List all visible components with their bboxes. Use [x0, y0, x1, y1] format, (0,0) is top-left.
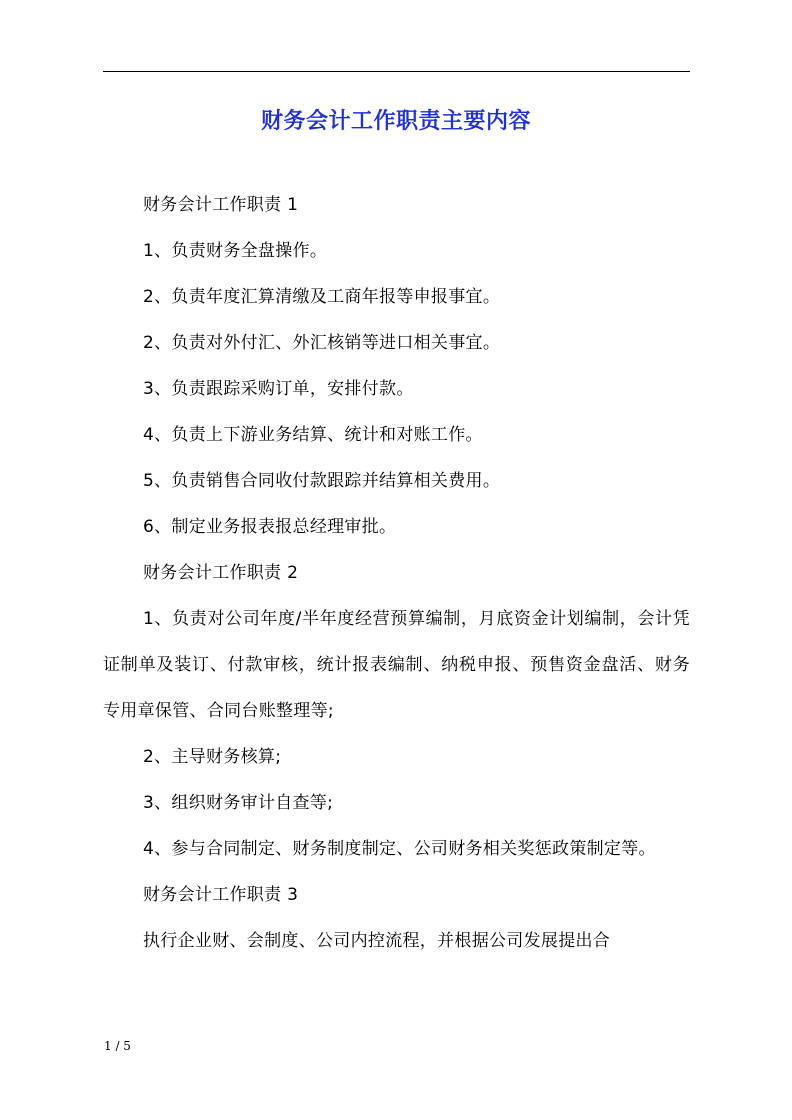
list-item: 2、主导财务核算; — [143, 747, 282, 767]
list-item: 4、参与合同制定、财务制度制定、公司财务相关奖惩政策制定等。 — [143, 839, 656, 859]
section-heading: 财务会计工作职责 1 — [143, 195, 299, 215]
list-item: 5、负责销售合同收付款跟踪并结算相关费用。 — [143, 471, 501, 491]
paragraph: 执行企业财、会制度、公司内控流程，并根据公司发展提出合 — [143, 931, 611, 951]
section-heading: 财务会计工作职责 3 — [143, 885, 299, 905]
header-rule — [103, 71, 690, 72]
list-item: 4、负责上下游业务结算、统计和对账工作。 — [143, 425, 483, 445]
list-item: 1、负责财务全盘操作。 — [143, 241, 328, 261]
list-item: 3、组织财务审计自查等; — [143, 793, 334, 813]
list-item: 3、负责跟踪采购订单，安排付款。 — [143, 379, 414, 399]
list-item: 1、负责对公司年度/半年度经营预算编制，月底资金计划编制，会计凭证制单及装订、付款审核，统计报表编制、纳税申报、预售资金盘活、财务专用章保管、合同台账整理等; — [103, 609, 690, 721]
document-title: 财务会计工作职责主要内容 — [260, 109, 531, 134]
list-item: 2、负责年度汇算清缴及工商年报等申报事宜。 — [143, 287, 501, 307]
document-body — [103, 182, 690, 964]
list-item: 6、制定业务报表报总经理审批。 — [143, 517, 397, 537]
page-indicator: 1 / 5 — [104, 1039, 131, 1053]
list-item: 2、负责对外付汇、外汇核销等进口相关事宜。 — [143, 333, 501, 353]
section-heading: 财务会计工作职责 2 — [143, 563, 299, 583]
